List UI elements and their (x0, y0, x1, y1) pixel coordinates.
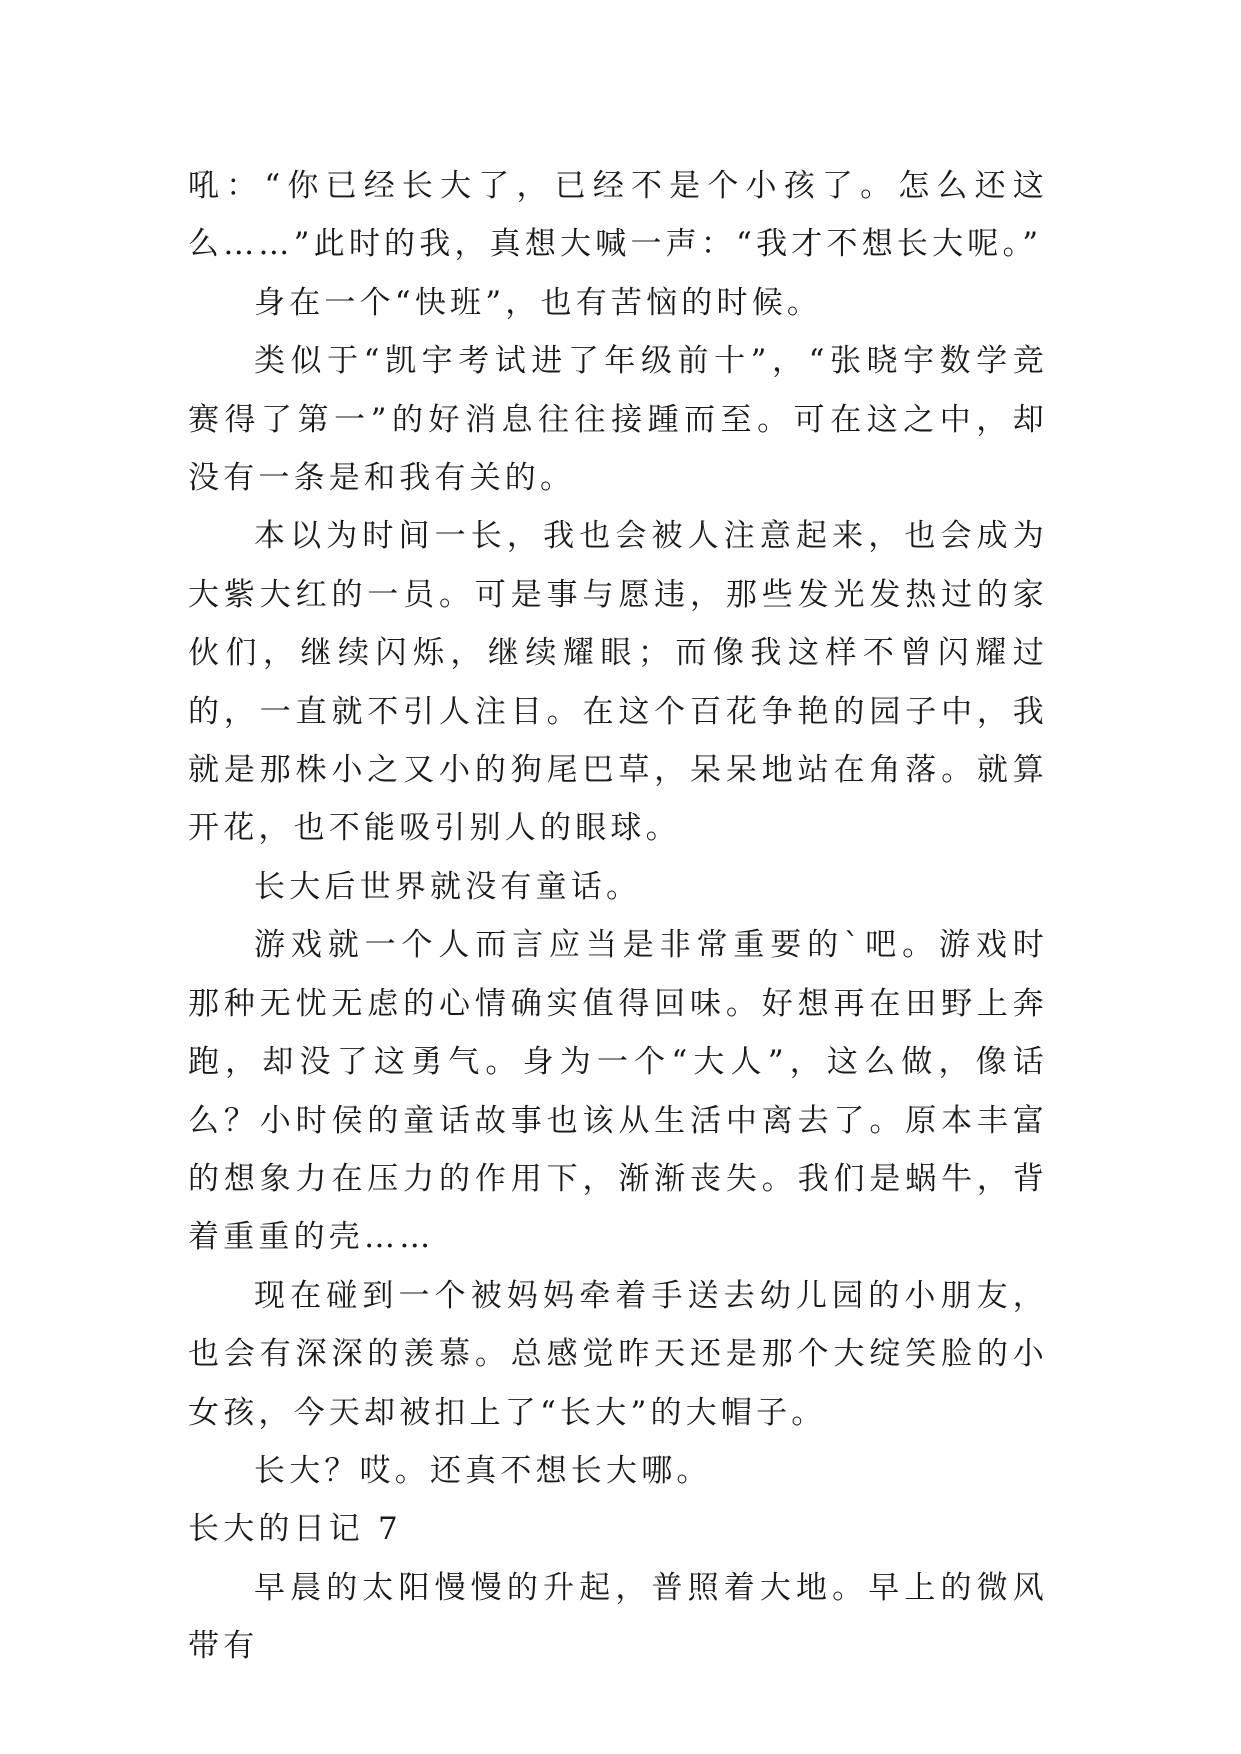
paragraph-8: 长大？哎。还真不想长大哪。 (254, 1452, 712, 1489)
paragraph-final: 早晨的太阳慢慢的升起，普照着大地。早上的微风带有 (188, 1569, 1048, 1665)
paragraph-1: 吼：“你已经长大了，已经不是个小孩了。怎么还这么……”此时的我，真想大喊一声：“我才不想长大呢。” (188, 168, 1048, 263)
paragraph-5: 长大后世界就没有童话。 (254, 868, 642, 905)
paragraph-3: 类似于“凯宇考试进了年级前十”，“张晓宇数学竞赛得了第一”的好消息往往接踵而至。可在这之中，却没有一条是和我有关的。 (188, 343, 1048, 497)
paragraph-4: 本以为时间一长，我也会被人注意起来，也会成为大紫大红的一员。可是事与愿违，那些发光发热过的家伙们，继续闪烁，继续耀眼；而像我这样不曾闪耀过的，一直就不引人注目。在这个百花争艳的园子中，我就是那株小之又小的狗尾巴草，呆呆地站在角落。就算开花，也不能吸引别人的眼球。 (188, 518, 1048, 847)
document-body (188, 157, 1048, 1676)
section-heading: 长大的日记 7 (188, 1511, 402, 1548)
paragraph-2: 身在一个“快班”，也有苦恼的时候。 (254, 284, 823, 321)
paragraph-7: 现在碰到一个被妈妈牵着手送去幼儿园的小朋友，也会有深深的羡慕。总感觉昨天还是那个大绽笑脸的小女孩，今天却被扣上了“长大”的大帽子。 (188, 1277, 1048, 1431)
paragraph-6: 游戏就一个人而言应当是非常重要的`吧。游戏时那种无忧无虑的心情确实值得回味。好想再在田野上奔跑，却没了这勇气。身为一个“大人”，这么做，像话么？小时侯的童话故事也该从生活中离去了。原本丰富的想象力在压力的作用下，渐渐丧失。我们是蜗牛，背着重重的壳…… (188, 927, 1048, 1256)
